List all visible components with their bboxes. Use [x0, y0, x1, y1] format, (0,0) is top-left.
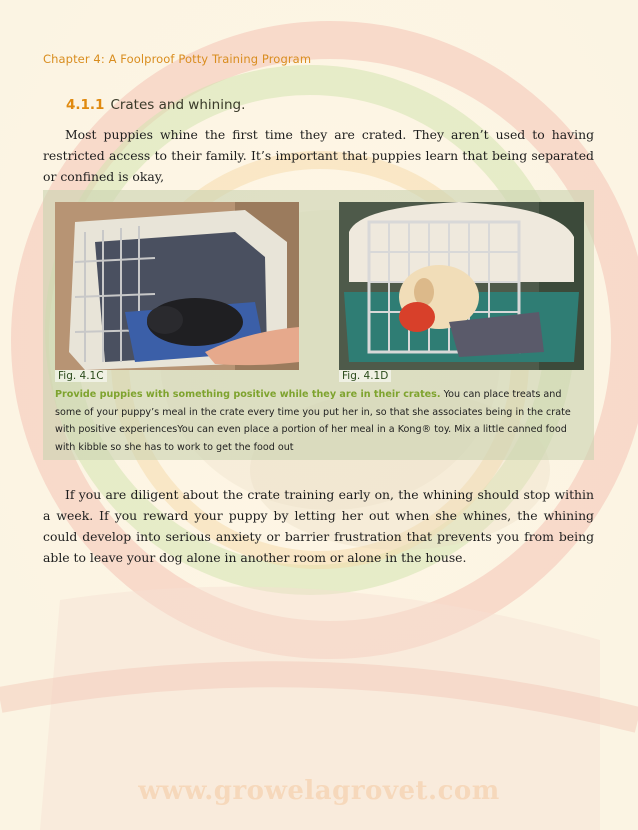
section-title: Crates and whining.	[110, 97, 246, 113]
section-heading	[66, 97, 245, 113]
figure-caption-lead: Provide puppies with something positive while they are in their crates.	[55, 389, 441, 400]
figure-caption-body: You can place treats and some of your puppy’s meal in the crate every time you put her in, so that she associates being in the crate with positive experiencesYou can even place a portion of her meal in a Kong® toy. Mix a little canned food with kibble so she has to work to get the food out	[55, 389, 571, 453]
body-paragraph-2: If you are diligent about the crate training early on, the whining should stop within a week. If you reward your puppy by letting her out when she whines, the whining could develop into serious anxiety or barrier frustration that prevents you from being able to leave your dog alone in another room or alone in the house.	[43, 487, 594, 565]
figure-photo-right	[339, 202, 584, 370]
figure-label-right: Fig. 4.1D	[339, 370, 391, 382]
figure-photo-left	[55, 202, 299, 370]
watermark-url: www.growelagrovet.com	[138, 776, 500, 806]
section-number: 4.1.1	[66, 97, 105, 113]
figure-caption	[55, 386, 583, 456]
chapter-header: Chapter 4: A Foolproof Potty Training Program	[43, 52, 312, 66]
figure-label-left: Fig. 4.1C	[55, 370, 107, 382]
figure-panel	[43, 190, 594, 460]
body-paragraph-1: Most puppies whine the first time they are crated. They aren’t used to having restricted access to their family. It’s important that puppies learn that being separated or confined is okay,	[43, 127, 594, 184]
